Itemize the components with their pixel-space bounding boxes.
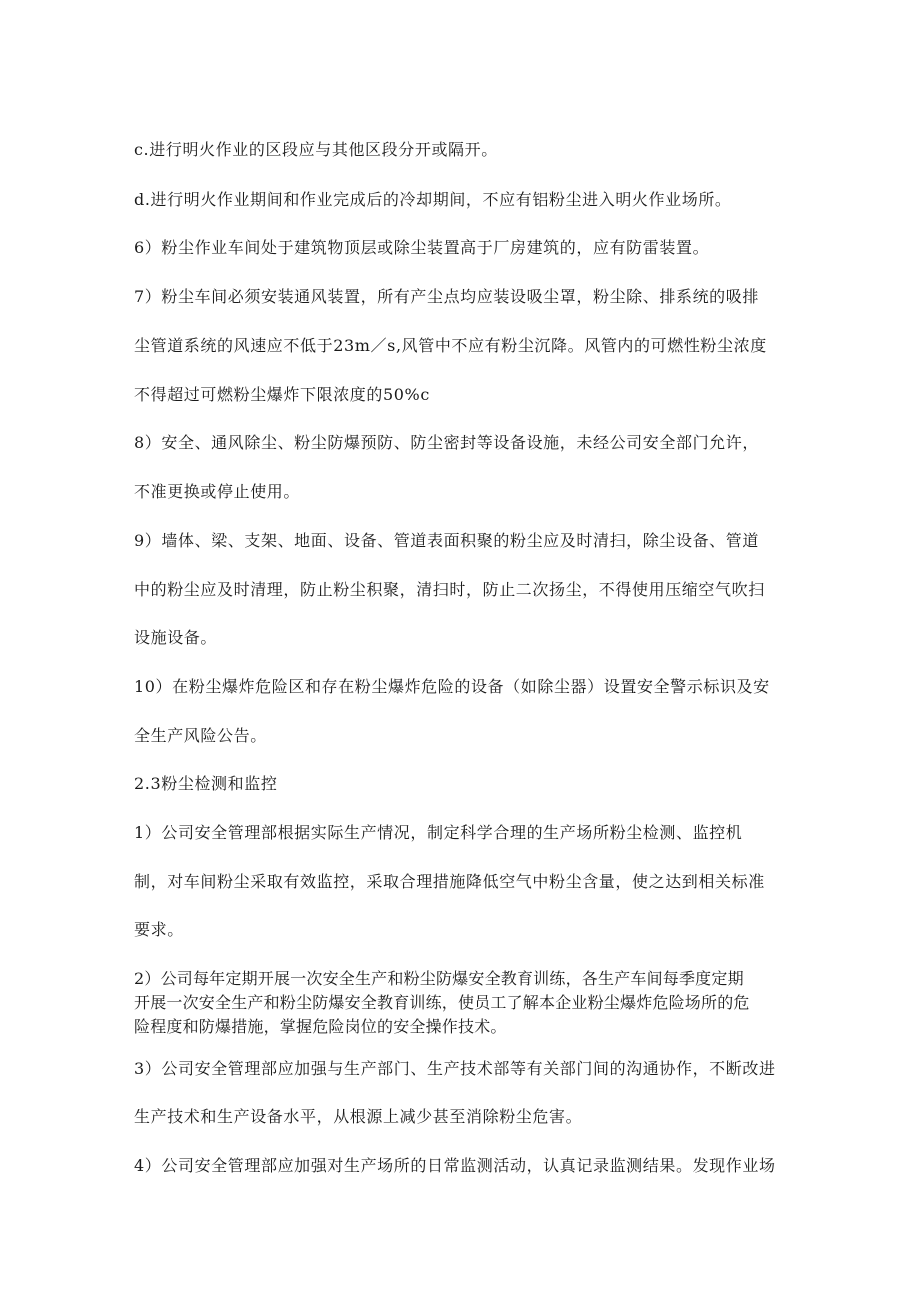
text-line: 不得超过可燃粉尘爆炸下限浓度的50%c (134, 385, 430, 404)
text-line: 险程度和防爆措施，掌握危险岗位的安全操作技术。 (134, 1017, 507, 1036)
text-line: 9）墙体、梁、支架、地面、设备、管道表面积聚的粉尘应及时清扫，除尘设备、管道 (134, 531, 759, 550)
text-line: 10）在粉尘爆炸危险区和存在粉尘爆炸危险的设备（如除尘器）设置安全警示标识及安 (134, 677, 770, 696)
text-line: 全生产风险公告。 (134, 726, 267, 745)
text-line: 不准更换或停止使用。 (134, 482, 301, 501)
text-line: 2）公司每年定期开展一次安全生产和粉尘防爆安全教育训练，各生产车间每季度定期 (134, 969, 744, 988)
text-line: c.进行明火作业的区段应与其他区段分开或隔开。 (134, 140, 498, 159)
text-line: 8）安全、通风除尘、粉尘防爆预防、防尘密封等设备设施，未经公司安全部门允许， (134, 433, 759, 452)
text-line: 4）公司安全管理部应加强对生产场所的日常监测活动，认真记录监测结果。发现作业场 (134, 1156, 776, 1175)
text-line: 要求。 (134, 920, 184, 939)
text-line: 中的粉尘应及时清理，防止粉尘积聚，清扫时，防止二次扬尘，不得使用压缩空气吹扫 (134, 580, 765, 599)
text-line: 尘管道系统的风速应不低于23m／s,风管中不应有粉尘沉降。风管内的可燃性粉尘浓度 (134, 336, 767, 355)
text-line: 设施设备。 (134, 628, 218, 647)
text-line: 1）公司安全管理部根据实际生产情况，制定科学合理的生产场所粉尘检测、监控机 (134, 823, 743, 842)
text-line: 开展一次安全生产和粉尘防爆安全教育训练，使员工了解本企业粉尘爆炸危险场所的危 (134, 993, 750, 1012)
text-line: 制，对车间粉尘采取有效监控，采取合理措施降低空气中粉尘含量，使之达到相关标准 (134, 872, 765, 891)
text-line: 7）粉尘车间必须安装通风装置，所有产尘点均应装设吸尘罩，粉尘除、排系统的吸排 (134, 287, 759, 306)
section-heading: 2.3粉尘检测和监控 (134, 774, 278, 793)
text-line: 生产技术和生产设备水平，从根源上减少甚至消除粉尘危害。 (134, 1107, 583, 1126)
text-line: 3）公司安全管理部应加强与生产部门、生产技术部等有关部门间的沟通协作，不断改进 (134, 1059, 776, 1078)
text-line: d.进行明火作业期间和作业完成后的冷却期间，不应有铝粉尘进入明火作业场所。 (134, 190, 732, 209)
text-line: 6）粉尘作业车间处于建筑物顶层或除尘装置高于厂房建筑的，应有防雷装置。 (134, 238, 710, 257)
